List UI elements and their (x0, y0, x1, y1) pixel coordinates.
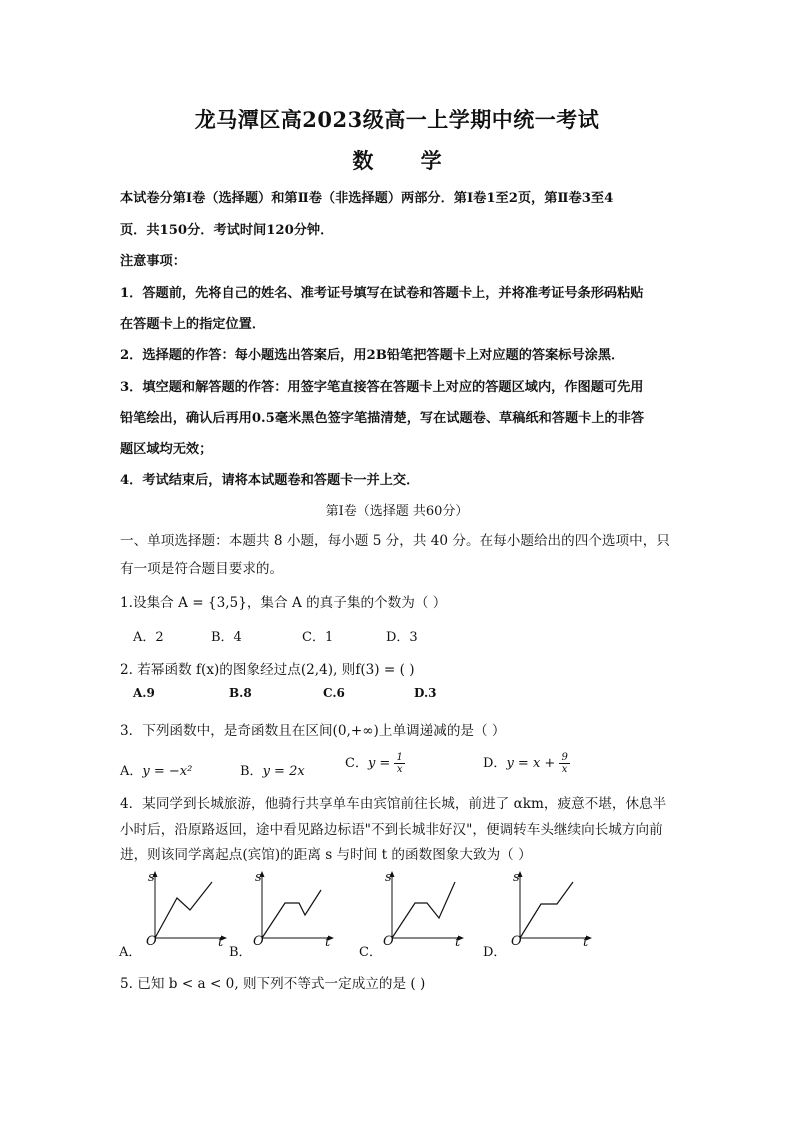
q4-graph-b-origin-label: O (253, 934, 264, 949)
q3-text: 3．下列函数中，是奇函数且在区间(0,+∞)上单调递减的是（ ） (120, 723, 506, 739)
exam-title: 龙马潭区高2023级高一上学期中统一考试 (194, 107, 600, 132)
q3-option-d-label: D． (483, 756, 507, 771)
q2-text: 2. 若幂函数 f(x)的图象经过点(2,4), 则f(3) = ( ) (120, 662, 415, 678)
q3-option-c-numerator: 1 (396, 752, 403, 763)
q3-option-d-expr: y = x + (506, 756, 556, 771)
q4-graph-a-origin-label: O (146, 934, 157, 949)
q1-option-a[interactable]: A．2 (133, 630, 164, 645)
q4-line-2: 小时后，沿原路返回，途中看见路边标语"不到长城非好汉"，便调转车头继续向长城方向前 (120, 822, 663, 838)
q3-option-c[interactable] (345, 752, 405, 775)
q4-line-1: 4．某同学到长城旅游，他骑行共享单车由宾馆前往长城，前进了 αkm，疲意不堪，休息半 (120, 796, 667, 812)
curve (262, 890, 321, 938)
q4-graph-d-t-label: t (583, 935, 589, 950)
q3-option-d-fraction (559, 752, 569, 775)
q3-option-a-label: A． (120, 764, 143, 779)
q3-option-d[interactable] (483, 752, 570, 775)
q5-text: 5. 已知 b < a < 0, 则下列不等式一定成立的是 ( ) (120, 976, 426, 992)
section1-heading: 第Ⅰ卷（选择题 共60分） (325, 504, 469, 519)
q3-option-c-denominator: x (396, 764, 403, 775)
intro-line-1: 本试卷分第Ⅰ卷（选择题）和第Ⅱ卷（非选择题）两部分．第Ⅰ卷1至2页，第Ⅱ卷3至4 (120, 191, 614, 206)
q2-option-a[interactable]: A.9 (133, 686, 155, 700)
intro-line-2: 页．共150分．考试时间120分钟． (120, 223, 334, 238)
curve (520, 882, 573, 938)
curve (392, 882, 455, 938)
note-3b: 铅笔绘出，确认后再用0.5毫米黑色签字笔描清楚，写在试题卷、草稿纸和答题卡上的非答 (120, 411, 645, 426)
q2-option-d[interactable]: D.3 (414, 686, 437, 700)
exam-subject: 数 学 (352, 148, 442, 173)
note-3c: 题区域均无效； (120, 442, 213, 457)
q4-graph-b-s-label: s (255, 870, 262, 885)
q1-option-d[interactable]: D．3 (386, 630, 418, 645)
q3-option-b-label: B． (240, 764, 263, 779)
q3-option-c-fraction (394, 752, 404, 775)
q2-option-b[interactable]: B.8 (229, 686, 252, 700)
q3-option-d-numerator: 9 (561, 752, 568, 763)
q4-graph-c-t-label: t (455, 935, 461, 950)
q4-graph-d-s-label: s (513, 870, 520, 885)
q3-option-b-expr: y = 2x (262, 764, 305, 779)
q1-text: 1.设集合 A = {3,5}，集合 A 的真子集的个数为（ ） (120, 595, 447, 611)
q4-graph-c-origin-label: O (383, 934, 394, 949)
notes-heading: 注意事项： (120, 254, 186, 269)
note-1b: 在答题卡上的指定位置． (120, 317, 266, 332)
q3-option-d-denominator: x (561, 764, 568, 775)
section1-instruction-b: 有一项是符合题目要求的。 (120, 561, 284, 577)
q4-graph-a-s-label: s (148, 870, 155, 885)
q4-option-b[interactable]: B． (229, 945, 252, 960)
note-4: 4．考试结束后，请将本试题卷和答题卡一并上交． (120, 473, 420, 488)
section1-instruction-a: 一、单项选择题：本题共 8 小题，每小题 5 分，共 40 分。在每小题给出的四个选项中，只 (120, 533, 670, 549)
note-3a: 3．填空题和解答题的作答：用签字笔直接答在答题卡上对应的答题区域内，作图题可先用 (120, 380, 644, 395)
q3-option-c-label: C． (345, 756, 368, 771)
q3-option-b[interactable] (240, 760, 305, 779)
q4-graph-d-origin-label: O (511, 934, 522, 949)
q3-option-c-expr: y = (367, 756, 391, 771)
note-1a: 1．答题前，先将自己的姓名、准考证号填写在试卷和答题卡上，并将准考证号条形码粘贴 (120, 286, 644, 301)
q4-option-a[interactable]: A． (119, 945, 142, 960)
q4-option-d[interactable]: D． (483, 945, 507, 960)
q4-line-3: 进，则该同学离起点(宾馆)的距离 s 与时间 t 的函数图象大致为（ ） (120, 847, 532, 863)
q1-option-c[interactable]: C．1 (302, 630, 334, 645)
q4-graph-a-t-label: t (218, 935, 224, 950)
q2-option-c[interactable]: C.6 (323, 686, 345, 700)
q4-option-c[interactable]: C． (359, 945, 382, 960)
q3-option-a-expr: y = −x² (142, 764, 193, 779)
q1-option-b[interactable]: B．4 (211, 630, 242, 645)
curve (155, 882, 212, 938)
note-2: 2．选择题的作答：每小题选出答案后，用2B铅笔把答题卡上对应题的答案标号涂黑． (120, 348, 625, 363)
q4-graph-c-s-label: s (385, 870, 392, 885)
q3-option-a[interactable] (120, 760, 192, 779)
q4-graph-b-t-label: t (325, 935, 331, 950)
